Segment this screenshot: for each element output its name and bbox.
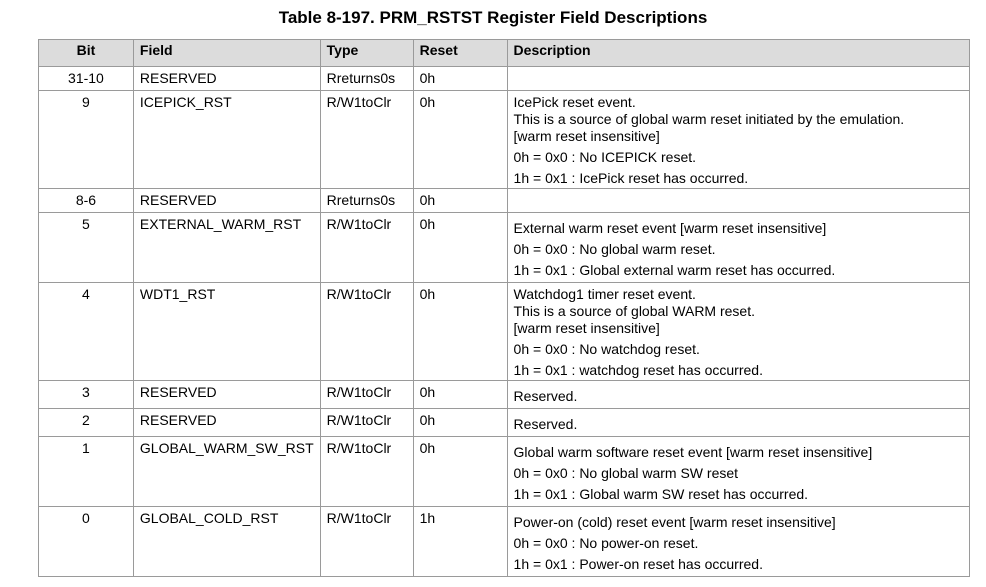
bit-cell: 3 (39, 381, 134, 409)
bit-cell: 2 (39, 409, 134, 437)
description-line: IcePick reset event. (513, 94, 636, 110)
field-cell: ICEPICK_RST (133, 91, 320, 189)
type-cell: Rreturns0s (320, 67, 413, 91)
type-cell: Rreturns0s (320, 189, 413, 213)
table-row (39, 381, 970, 409)
table-header-row (39, 40, 970, 67)
description-line: 1h = 0x1 : IcePick reset has occurred. (513, 170, 749, 186)
description-cell (507, 189, 969, 213)
description-line: 1h = 0x1 : watchdog reset has occurred. (513, 362, 763, 378)
description-line: 1h = 0x1 : Power-on reset has occurred. (513, 556, 763, 572)
bit-cell: 1 (39, 437, 134, 507)
description-line: Reserved. (513, 388, 578, 404)
bit-cell: 31-10 (39, 67, 134, 91)
reset-cell: 1h (413, 507, 507, 577)
type-cell: R/W1toClr (320, 409, 413, 437)
reset-cell: 0h (413, 381, 507, 409)
table-title: Table 8-197. PRM_RSTST Register Field Descriptions (278, 8, 708, 27)
reset-cell: 0h (413, 213, 507, 283)
description-line: 1h = 0x1 : Global warm SW reset has occurred. (513, 486, 809, 502)
header-bit: Bit (39, 40, 134, 67)
field-cell: RESERVED (133, 67, 320, 91)
table-row (39, 409, 970, 437)
description-cell (507, 213, 969, 283)
header-type: Type (320, 40, 413, 67)
field-cell: WDT1_RST (133, 283, 320, 381)
reset-cell: 0h (413, 437, 507, 507)
description-cell (507, 283, 969, 381)
description-cell (507, 409, 969, 437)
reset-cell: 0h (413, 283, 507, 381)
table-row (39, 67, 970, 91)
type-cell: R/W1toClr (320, 91, 413, 189)
table-row (39, 437, 970, 507)
reset-cell: 0h (413, 91, 507, 189)
description-line: 0h = 0x0 : No power-on reset. (513, 535, 699, 551)
description-line: Reserved. (513, 416, 578, 432)
bit-cell: 5 (39, 213, 134, 283)
field-cell: GLOBAL_COLD_RST (133, 507, 320, 577)
description-line: This is a source of global WARM reset. (513, 303, 755, 319)
bit-cell: 8-6 (39, 189, 134, 213)
type-cell: R/W1toClr (320, 283, 413, 381)
table-body (39, 67, 970, 577)
table-row (39, 189, 970, 213)
table-row (39, 507, 970, 577)
bit-cell: 0 (39, 507, 134, 577)
type-cell: R/W1toClr (320, 507, 413, 577)
description-line: 0h = 0x0 : No global warm SW reset (513, 465, 739, 481)
description-line: 0h = 0x0 : No global warm reset. (513, 241, 716, 257)
type-cell: R/W1toClr (320, 437, 413, 507)
description-cell (507, 381, 969, 409)
description-cell (507, 507, 969, 577)
field-cell: GLOBAL_WARM_SW_RST (133, 437, 320, 507)
description-line: Global warm software reset event [warm reset insensitive] (513, 444, 873, 460)
header-reset: Reset (413, 40, 507, 67)
description-line: Watchdog1 timer reset event. (513, 286, 696, 302)
field-cell: RESERVED (133, 189, 320, 213)
description-cell (507, 437, 969, 507)
reset-cell: 0h (413, 67, 507, 91)
header-description: Description (507, 40, 969, 67)
type-cell: R/W1toClr (320, 213, 413, 283)
table-row (39, 283, 970, 381)
bit-cell: 4 (39, 283, 134, 381)
type-cell: R/W1toClr (320, 381, 413, 409)
field-cell: RESERVED (133, 381, 320, 409)
description-line: 0h = 0x0 : No watchdog reset. (513, 341, 700, 357)
field-cell: EXTERNAL_WARM_RST (133, 213, 320, 283)
register-field-table (38, 39, 970, 577)
table-row (39, 91, 970, 189)
description-line: External warm reset event [warm reset insensitive] (513, 220, 827, 236)
description-cell (507, 67, 969, 91)
description-line: 0h = 0x0 : No ICEPICK reset. (513, 149, 697, 165)
header-field: Field (133, 40, 320, 67)
reset-cell: 0h (413, 189, 507, 213)
field-cell: RESERVED (133, 409, 320, 437)
bit-cell: 9 (39, 91, 134, 189)
description-line: [warm reset insensitive] (513, 128, 660, 144)
description-line: Power-on (cold) reset event [warm reset insensitive] (513, 514, 836, 530)
description-line: [warm reset insensitive] (513, 320, 660, 336)
reset-cell: 0h (413, 409, 507, 437)
table-row (39, 213, 970, 283)
description-line: 1h = 0x1 : Global external warm reset has occurred. (513, 262, 836, 278)
description-cell (507, 91, 969, 189)
description-line: This is a source of global warm reset initiated by the emulation. (513, 111, 905, 127)
